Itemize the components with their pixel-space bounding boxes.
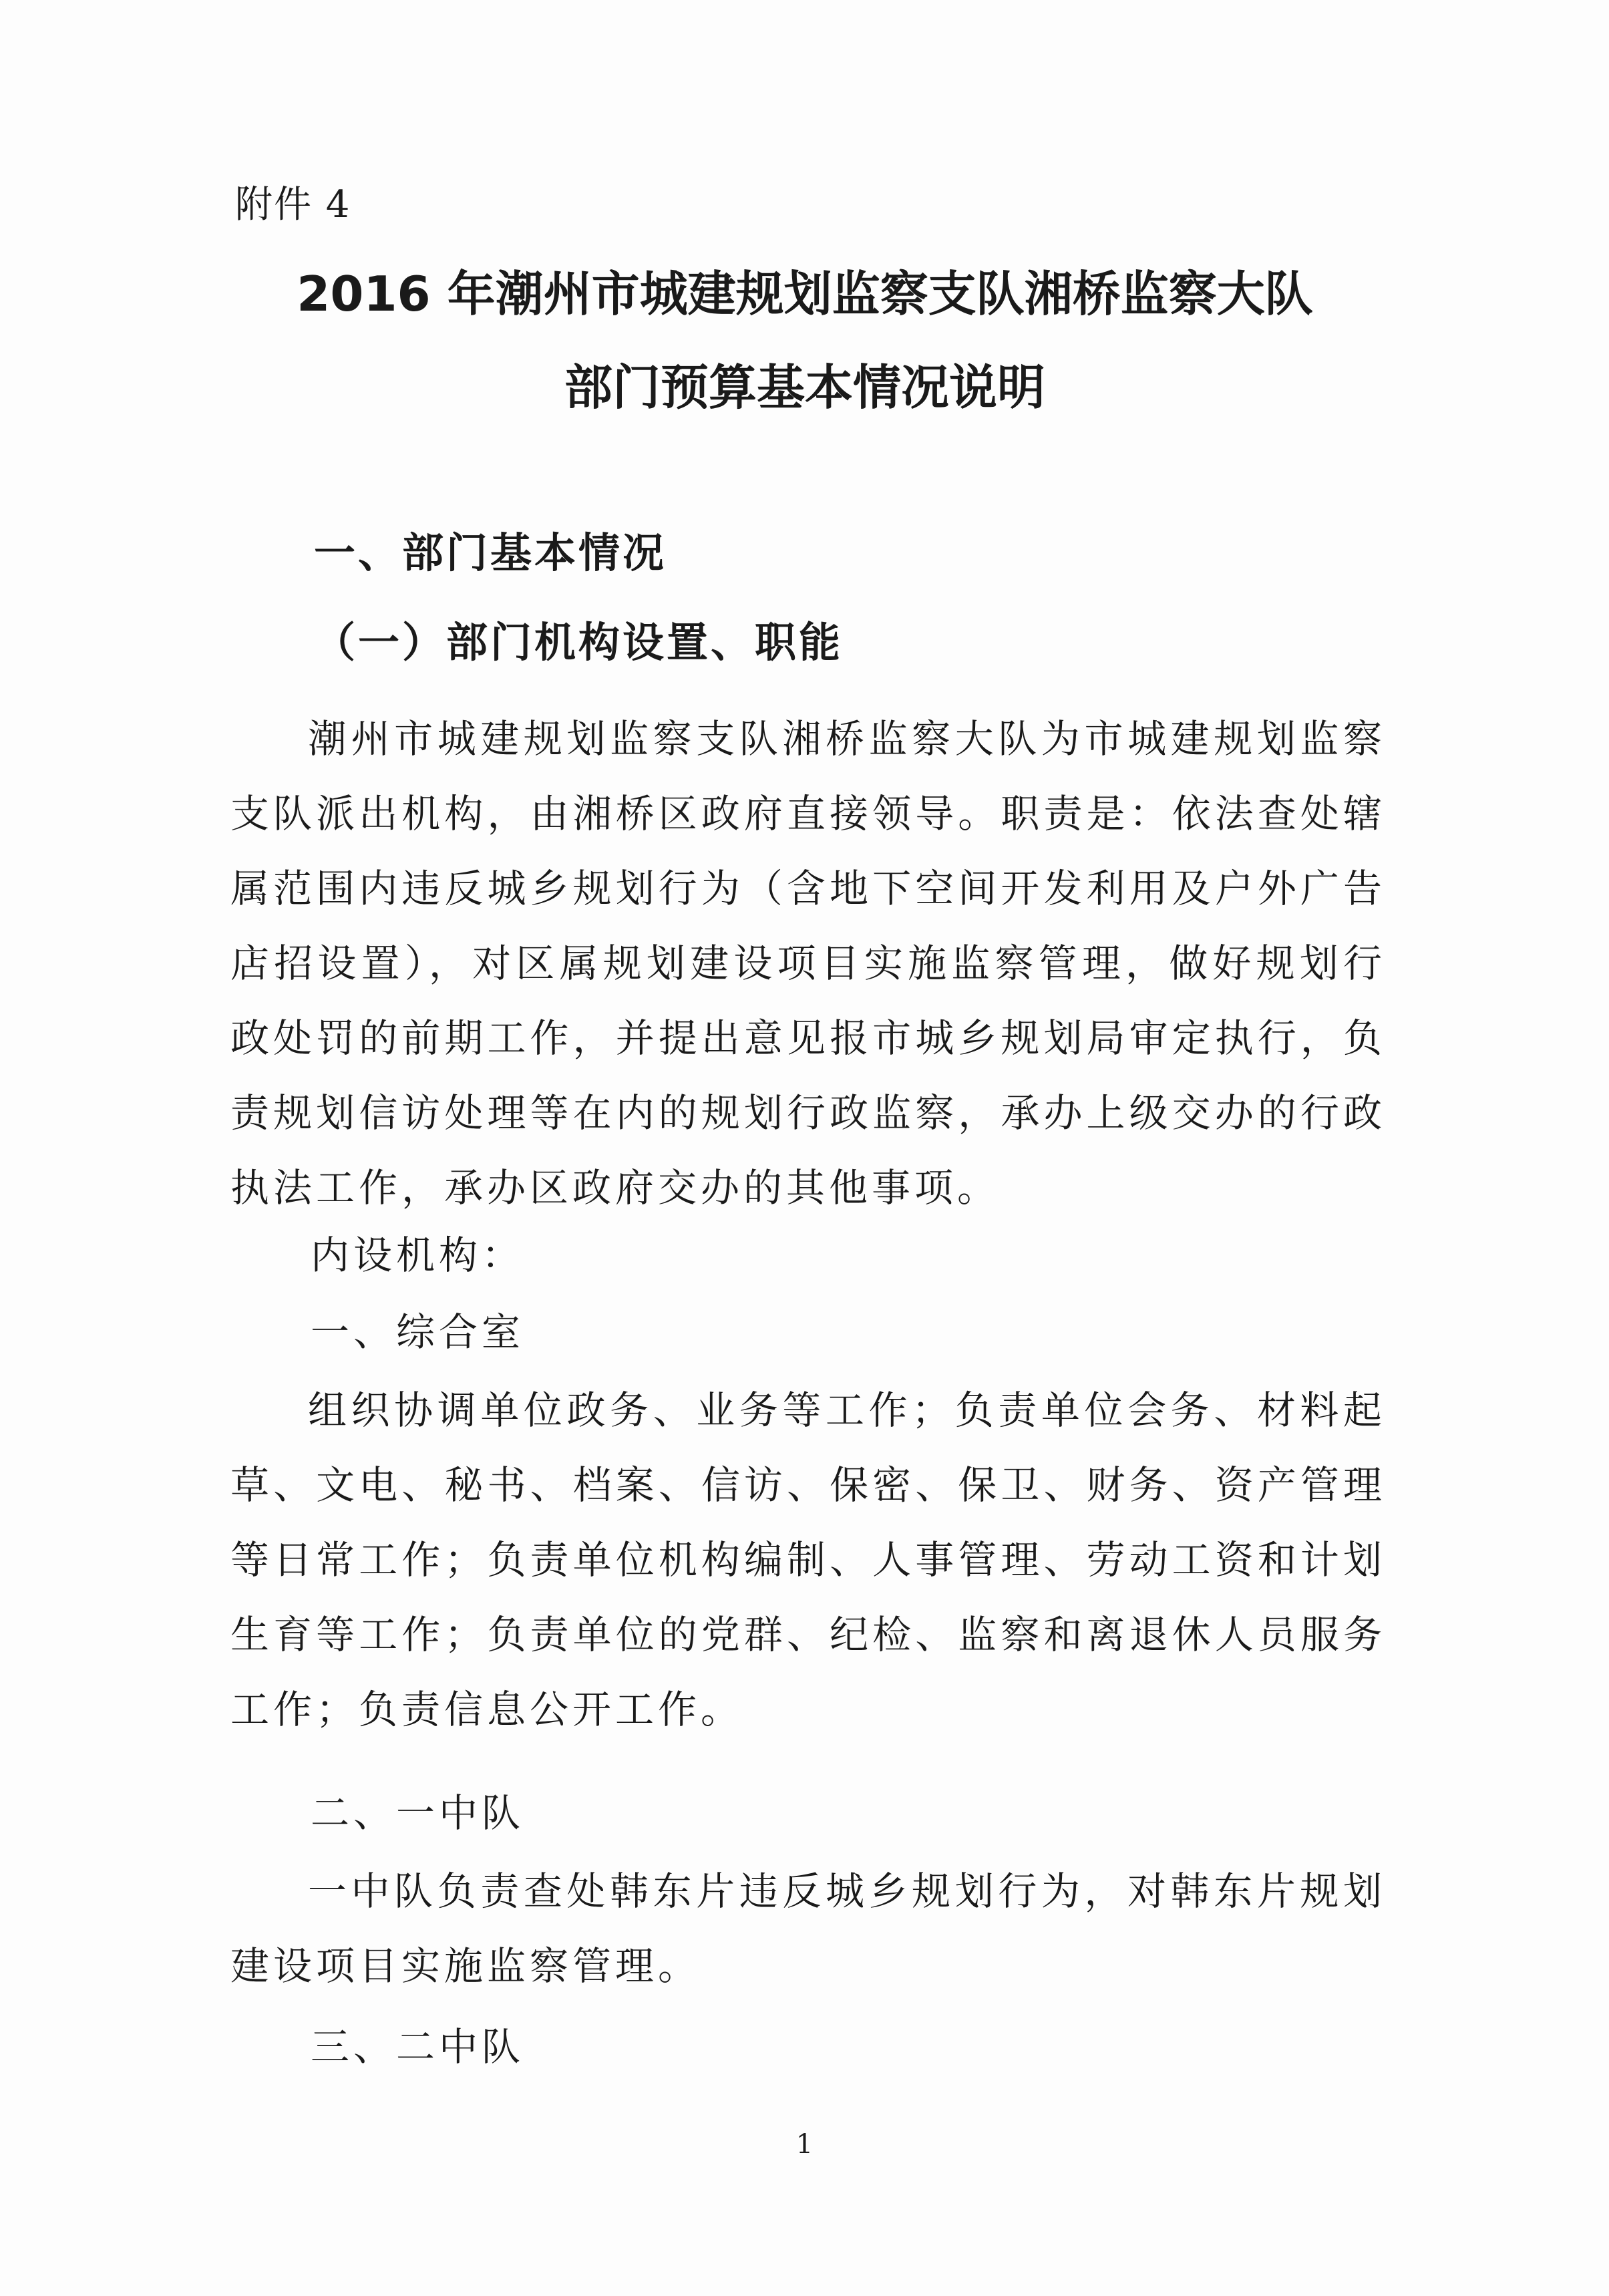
- internal-orgs-label: 内设机构：: [311, 1233, 525, 1278]
- body-paragraph: 组织协调单位政务、业务等工作；负责单位会务、材料起草、文电、秘书、档案、信访、保密、保卫、财务、资产管理等日常工作；负责单位机构编制、人事管理、劳动工资和计划生育等工作；负责单位的党群、纪检、监察和离退休人员服务工作；负责信息公开工作。: [230, 1387, 1386, 1732]
- subsection-heading: （一）部门机构设置、职能: [314, 618, 844, 667]
- attachment-label: 附件 4: [235, 183, 351, 226]
- org-heading: 一、综合室: [311, 1309, 525, 1355]
- document-title-line-1: 2016 年潮州市城建规划监察支队湘桥监察大队: [297, 266, 1313, 322]
- page-number: 1: [795, 2129, 814, 2160]
- document-title-line-2: 部门预算基本情况说明: [564, 359, 1045, 416]
- body-paragraph: 潮州市城建规划监察支队湘桥监察大队为市城建规划监察支队派出机构，由湘桥区政府直接领导。职责是：依法查处辖属范围内违反城乡规划行为（含地下空间开发利用及户外广告店招设置），对区属规划建设项目实施监察管理，做好规划行政处罚的前期工作，并提出意见报市城乡规划局审定执行，负责规划信访处理等在内的规划行政监察，承办上级交办的行政执法工作，承办区政府交办的其他事项。: [230, 716, 1386, 1210]
- section-heading: 一、部门基本情况: [314, 528, 667, 577]
- org-heading: 三、二中队: [311, 2024, 525, 2070]
- body-paragraph: 一中队负责查处韩东片违反城乡规划行为，对韩东片规划建设项目实施监察管理。: [230, 1868, 1386, 1989]
- org-heading: 二、一中队: [311, 1790, 525, 1836]
